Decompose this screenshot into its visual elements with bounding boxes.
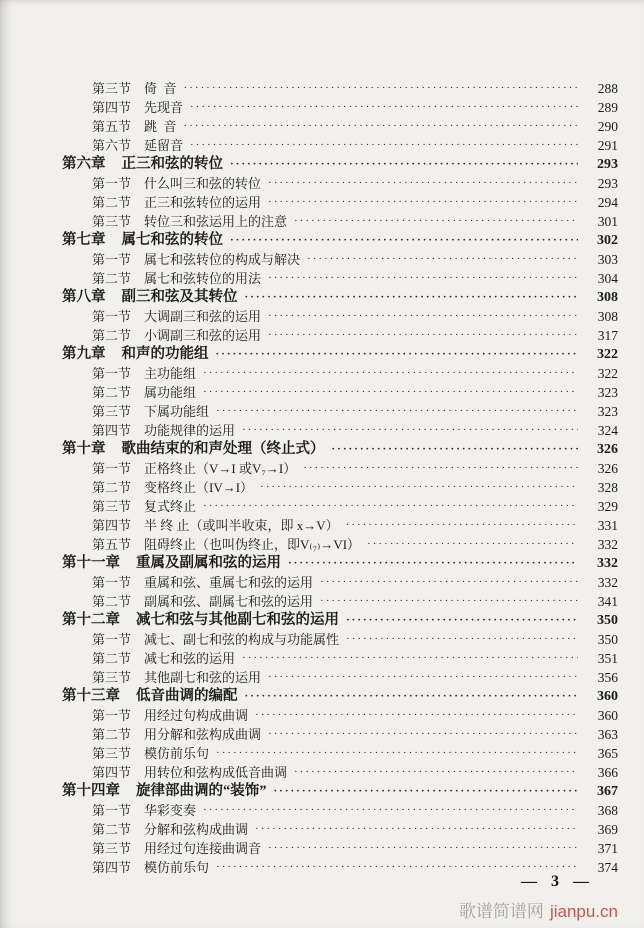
toc-row-title: 分解和弦构成曲调: [144, 822, 249, 837]
dotted-leader: [190, 136, 578, 155]
toc-row-section-label: 第二节: [92, 328, 132, 343]
toc-row-page-number: 350: [597, 613, 618, 628]
toc-row-section-label: 第四节: [92, 518, 132, 533]
toc-row: [0, 516, 644, 535]
toc-row-section-label: 第七章: [62, 232, 106, 248]
toc-row-section-label: 第二节: [92, 385, 132, 400]
dotted-leader: [268, 269, 578, 288]
toc-row: [0, 193, 644, 212]
toc-row-title: 和声的功能组: [121, 346, 209, 362]
toc-row-title: 小调副三和弦的运用: [144, 328, 262, 343]
dotted-leader: [184, 79, 578, 98]
dotted-leader: [320, 592, 578, 611]
toc-row-section-label: 第五节: [92, 119, 132, 134]
toc-row-section-label: 第一节: [92, 309, 132, 324]
toc-row-title: 华彩变奏: [144, 803, 197, 818]
toc-row-section-label: 第一节: [92, 575, 132, 590]
toc-row-page-number: 322: [597, 347, 618, 362]
toc-row-section-label: 第一节: [92, 252, 132, 267]
toc-row-page-number: 332: [597, 556, 618, 571]
toc-row-page-number: 290: [597, 119, 618, 134]
toc-row-section-label: 第三节: [92, 670, 132, 685]
dotted-leader: [268, 174, 578, 193]
toc-row-page-number: 304: [597, 271, 618, 286]
dotted-leader: [268, 668, 578, 687]
toc-row-page-number: 308: [597, 290, 618, 305]
toc-row-title: 复式终止: [144, 499, 197, 514]
toc-row-page-number: 323: [597, 404, 618, 419]
dotted-leader: [268, 326, 578, 345]
toc-row-section-label: 第一节: [92, 461, 132, 476]
toc-row: [0, 421, 644, 440]
toc-row: [0, 212, 644, 231]
toc-row-title: 属七和弦转位的构成与解决: [144, 252, 301, 267]
toc-row-page-number: 288: [597, 81, 618, 96]
dotted-leader: [242, 421, 578, 440]
toc-row-title: 正格终止（V→I 或V₇→I）: [144, 461, 297, 476]
dotted-leader: [260, 478, 578, 497]
toc-row: [0, 706, 644, 725]
toc-row: [0, 117, 644, 136]
toc-row: [0, 497, 644, 516]
dotted-leader: [216, 402, 578, 421]
toc-row: [0, 174, 644, 193]
toc-row-section-label: 第三节: [92, 746, 132, 761]
toc-row: [0, 782, 644, 801]
toc-row-section-label: 第四节: [92, 765, 132, 780]
toc-row-page-number: 302: [597, 233, 618, 248]
toc-row: [0, 649, 644, 668]
toc-row-page-number: 326: [597, 442, 618, 457]
toc-row: [0, 288, 644, 307]
toc-row-page-number: 322: [597, 366, 618, 381]
toc-row: [0, 611, 644, 630]
toc-row-title: 减七和弦与其他副七和弦的运用: [136, 612, 339, 628]
toc-row: [0, 155, 644, 174]
toc-row: [0, 744, 644, 763]
toc-row: [0, 250, 644, 269]
dotted-leader: [274, 782, 579, 801]
dotted-leader: [203, 497, 578, 516]
toc-row: [0, 554, 644, 573]
toc-row-section-label: 第一节: [92, 176, 132, 191]
toc-row-title: 延留音: [144, 138, 184, 153]
dotted-leader: [268, 725, 578, 744]
toc-row-page-number: 324: [597, 423, 618, 438]
toc-row-section-label: 第六章: [62, 156, 106, 172]
toc-row-title: 减七和弦的运用: [144, 651, 236, 666]
toc-row: [0, 668, 644, 687]
toc-row-page-number: 317: [597, 328, 618, 343]
dotted-leader: [255, 706, 578, 725]
toc-row-section-label: 第一节: [92, 803, 132, 818]
dotted-leader: [268, 307, 578, 326]
toc-row-page-number: 294: [597, 195, 618, 210]
dotted-leader: [268, 193, 578, 212]
dotted-leader: [216, 744, 578, 763]
toc-row-title: 倚 音: [144, 81, 177, 96]
toc-row: [0, 326, 644, 345]
toc-row-title: 大调副三和弦的运用: [144, 309, 262, 324]
toc-row: [0, 136, 644, 155]
toc-row-page-number: 369: [597, 822, 618, 837]
toc-row-title: 属七和弦的转位: [121, 232, 223, 248]
toc-row-title: 半 终 止（或叫半收束，即 x→V）: [144, 518, 339, 533]
toc-row-page-number: 329: [597, 499, 618, 514]
toc-row-title: 副三和弦及其转位: [121, 289, 238, 305]
toc-row-page-number: 303: [597, 252, 618, 267]
toc-row-title: 下属功能组: [144, 404, 210, 419]
toc-row-title: 正三和弦的转位: [121, 156, 223, 172]
page-number: — 3 —: [521, 873, 594, 890]
toc-row-section-label: 第四节: [92, 860, 132, 875]
dotted-leader: [346, 516, 578, 535]
dotted-leader: [216, 345, 579, 364]
toc-row: [0, 307, 644, 326]
dotted-leader: [288, 554, 578, 573]
toc-row-title: 用经过句连接曲调音: [144, 841, 262, 856]
toc-row-page-number: 363: [597, 727, 618, 742]
watermark-site-name: 歌谱简谱网: [458, 902, 544, 921]
toc-row-page-number: 366: [597, 765, 618, 780]
toc-row: [0, 231, 644, 250]
toc-row: [0, 345, 644, 364]
toc-row-title: 先现音: [144, 100, 184, 115]
dotted-leader: [184, 117, 578, 136]
toc-row-section-label: 第三节: [92, 81, 132, 96]
toc-row-title: 主功能组: [144, 366, 197, 381]
toc-row-section-label: 第二节: [92, 822, 132, 837]
toc-row: [0, 269, 644, 288]
toc-row-page-number: 367: [597, 784, 618, 799]
toc-row-title: 其他副七和弦的运用: [144, 670, 262, 685]
toc-row-title: 重属和弦、重属七和弦的运用: [144, 575, 314, 590]
toc-row: [0, 630, 644, 649]
toc-row-title: 阻碍终止（也叫伪终止，即V₍₇₎→VI）: [144, 537, 361, 552]
toc-row: [0, 820, 644, 839]
toc-row-section-label: 第二节: [92, 727, 132, 742]
dotted-leader: [303, 459, 578, 478]
dotted-leader: [203, 383, 578, 402]
toc-row-section-label: 第三节: [92, 841, 132, 856]
toc-row: [0, 402, 644, 421]
toc-row-page-number: 293: [597, 176, 618, 191]
toc-row-page-number: 351: [597, 651, 618, 666]
toc-row-title: 副属和弦、副属七和弦的运用: [144, 594, 314, 609]
toc-row: [0, 687, 644, 706]
dotted-leader: [294, 763, 578, 782]
toc-row-section-label: 第三节: [92, 214, 132, 229]
watermark-site-url: jianpu.cn: [549, 902, 618, 921]
dotted-leader: [346, 630, 578, 649]
toc-row-section-label: 第一节: [92, 708, 132, 723]
toc-row-title: 属功能组: [144, 385, 197, 400]
toc-row: [0, 440, 644, 459]
dotted-leader: [332, 440, 579, 459]
dotted-leader: [203, 364, 578, 383]
toc-row-title: 什么叫三和弦的转位: [144, 176, 262, 191]
toc-row-title: 跳 音: [144, 119, 177, 134]
toc-row-page-number: 360: [597, 708, 618, 723]
toc-row-title: 重属及副属和弦的运用: [136, 555, 281, 571]
toc-row-page-number: 328: [597, 480, 618, 495]
dotted-leader: [268, 839, 578, 858]
toc-row-page-number: 368: [597, 803, 618, 818]
toc-row-title: 模仿前乐句: [144, 746, 210, 761]
dotted-leader: [346, 611, 578, 630]
toc-row-section-label: 第五节: [92, 537, 132, 552]
toc-row: [0, 364, 644, 383]
toc-row-section-label: 第一节: [92, 632, 132, 647]
toc-row-page-number: 331: [597, 518, 618, 533]
toc-row-section-label: 第十二章: [62, 612, 120, 628]
toc-row-page-number: 356: [597, 670, 618, 685]
toc-row-section-label: 第六节: [92, 138, 132, 153]
toc-row-section-label: 第三节: [92, 404, 132, 419]
toc-row-page-number: 341: [597, 594, 618, 609]
toc-row-title: 转位三和弦运用上的注意: [144, 214, 288, 229]
toc-row-title: 模仿前乐句: [144, 860, 210, 875]
toc-row-section-label: 第十一章: [62, 555, 120, 571]
toc-row-page-number: 374: [597, 860, 618, 875]
toc-row-section-label: 第二节: [92, 480, 132, 495]
toc-row-title: 变格终止（IV→I）: [144, 480, 254, 495]
toc-row-page-number: 323: [597, 385, 618, 400]
toc-row: [0, 763, 644, 782]
toc-row: [0, 839, 644, 858]
dotted-leader: [242, 649, 578, 668]
toc-row-page-number: 301: [597, 214, 618, 229]
toc-row-title: 正三和弦转位的运用: [144, 195, 262, 210]
toc-row-title: 减七、副七和弦的构成与功能属性: [144, 632, 340, 647]
dotted-leader: [190, 98, 578, 117]
toc-row-section-label: 第十三章: [62, 688, 120, 704]
toc-row-page-number: 332: [597, 575, 618, 590]
dotted-leader: [245, 687, 579, 706]
toc-row-page-number: 360: [597, 689, 618, 704]
toc-row-section-label: 第二节: [92, 594, 132, 609]
toc-row: [0, 459, 644, 478]
toc-row-section-label: 第十四章: [62, 783, 120, 799]
toc-row-title: 用分解和弦构成曲调: [144, 727, 262, 742]
toc-row-section-label: 第二节: [92, 195, 132, 210]
dotted-leader: [230, 231, 578, 250]
toc-row-page-number: 291: [597, 138, 618, 153]
toc-row-section-label: 第一节: [92, 366, 132, 381]
toc-row-title: 用转位和弦构成低音曲调: [144, 765, 288, 780]
toc-row-section-label: 第四节: [92, 423, 132, 438]
toc-row-page-number: 308: [597, 309, 618, 324]
toc-row: [0, 98, 644, 117]
toc-row-title: 功能规律的运用: [144, 423, 236, 438]
toc-row: [0, 383, 644, 402]
toc-row-section-label: 第二节: [92, 271, 132, 286]
toc-row: [0, 592, 644, 611]
dotted-leader: [230, 155, 578, 174]
toc-row-page-number: 289: [597, 100, 618, 115]
toc-row-page-number: 293: [597, 157, 618, 172]
toc-row-section-label: 第三节: [92, 499, 132, 514]
toc-row-page-number: 371: [597, 841, 618, 856]
toc-row-section-label: 第四节: [92, 100, 132, 115]
toc-list: [0, 79, 644, 877]
toc-row-page-number: 365: [597, 746, 618, 761]
toc-row-section-label: 第十章: [62, 441, 106, 457]
toc-row-page-number: 350: [597, 632, 618, 647]
toc-row-title: 歌曲结束的和声处理（终止式）: [121, 441, 325, 457]
dotted-leader: [255, 820, 578, 839]
toc-row-title: 低音曲调的编配: [136, 688, 238, 704]
toc-row-title: 用经过句构成曲调: [144, 708, 249, 723]
toc-row-title: 旋律部曲调的“装饰”: [136, 783, 267, 799]
toc-row-page-number: 332: [597, 537, 618, 552]
dotted-leader: [294, 212, 578, 231]
toc-row-section-label: 第九章: [62, 346, 106, 362]
toc-row-title: 属七和弦转位的用法: [144, 271, 262, 286]
toc-row: [0, 725, 644, 744]
toc-row: [0, 535, 644, 554]
toc-row-section-label: 第八章: [62, 289, 106, 305]
toc-row: [0, 478, 644, 497]
toc-row: [0, 79, 644, 98]
toc-row-page-number: 326: [597, 461, 618, 476]
dotted-leader: [245, 288, 579, 307]
toc-row: [0, 573, 644, 592]
watermark: [459, 897, 618, 922]
dotted-leader: [307, 250, 578, 269]
toc-row: [0, 801, 644, 820]
toc-row-section-label: 第二节: [92, 651, 132, 666]
dotted-leader: [367, 535, 578, 554]
dotted-leader: [203, 801, 578, 820]
dotted-leader: [320, 573, 578, 592]
